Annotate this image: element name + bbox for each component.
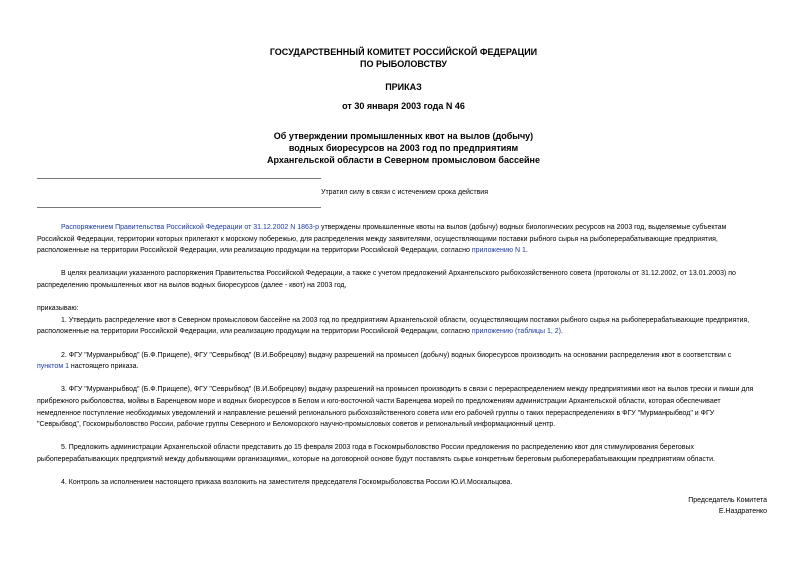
document-body xyxy=(37,222,807,489)
title-line-2: водных биоресурсов на 2003 год по предприятиям xyxy=(288,143,519,153)
item-1: 1. Утвердить распределение квот в Северном промысловом бассейне на 2003 год по предприятиям Архангельской области, осуществляющим поставки рыбного сырья на рыбоперерабатывающие предприятия, расположенные на территории Российской Федерации, или реализацию продукции на территории Российской Федерации, согласно приложению (таблицы 1, 2). xyxy=(37,316,750,336)
item-2: 2. ФГУ "Мурманрыбвод" (Б.Ф.Прищепе), ФГУ "Севрыбвод" (В.И.Бобрецову) выдачу разрешений на промысел (добычу) водных биоресурсов производить на основании распределения квот в соответствии с пунктом 1 настоящего приказа. xyxy=(37,351,732,371)
title-line-1: Об утверждении промышленных квот на вылов (добычу) xyxy=(273,131,534,141)
signatory-position: Председатель Комитета xyxy=(688,497,767,504)
order-word: приказываю: xyxy=(37,305,79,313)
authority-line-2: ПО РЫБОЛОВСТВУ xyxy=(359,59,448,69)
document-title xyxy=(0,130,807,166)
document-date-number: от 30 января 2003 года N 46 xyxy=(342,101,465,111)
signatory-name: Е.Наздратенко xyxy=(718,508,767,515)
item-1-link[interactable]: пунктом 1 xyxy=(37,363,69,371)
tables-link[interactable]: (таблицы 1, 2) xyxy=(514,328,562,336)
document-type: ПРИКАЗ xyxy=(385,82,422,92)
decree-link[interactable]: Распоряжением Правительства Российской Федерации от 31.12.2002 N 1863-р xyxy=(61,224,319,231)
authority-line-1: ГОСУДАРСТВЕННЫЙ КОМИТЕТ РОССИЙСКОЙ ФЕДЕРАЦИИ xyxy=(269,47,538,57)
divider-bottom xyxy=(37,207,321,208)
item-3: 3. ФГУ "Мурманрыбвод" (Б.Ф.Прищепе), ФГУ "Севрыбвод" (В.И.Бобрецову) выдачу разрешений на промысел производить в связи с перераспределением между предприятиями квот на вылов трески и пикши для прибрежного рыболовства, мойвы в Баренцевом море и водных биоресурсов в Белом и юго-восточной части Баренцева морей по предложениям администрации Архангельской области, которая обеспечивает немедленное поступление необходимых уведомлений и направление решений регионального рыбохозяйственного совета или его рабочей группы о таких перераспределениях в ФГУ "Мурманрыбвод" и ФГУ "Севрыбвод", Госкомрыболовство России, рабочие группы Северного и Беломорского научно-промысловых советов и региональный информационный центр. xyxy=(37,386,754,429)
divider-top xyxy=(37,178,321,179)
title-line-3: Архангельской области в Северном промысловом бассейне xyxy=(267,155,540,165)
paragraph-preamble: Распоряжением Правительства Российской Федерации от 31.12.2002 N 1863-р утверждены промышленные квоты на вылов (добычу) водных биологических ресурсов на 2003 год, выделяемые субъектам Российской Федерации, территории которых прилегают к морскому побережью, для распределения между заявителями, осуществляющими поставки рыбного сырья на рыбоперерабатывающие предприятия, расположенные на территории Российской Федерации, или реализацию продукции на территории Российской Федерации, согласно приложению N 1. xyxy=(37,224,727,255)
item-4: 4. Контроль за исполнением настоящего приказа возложить на заместителя председателя Госкомрыболовства России Ю.И.Москальцова. xyxy=(61,479,513,487)
appendix-link[interactable]: приложению xyxy=(471,328,514,336)
paragraph-basis: В целях реализации указанного распоряжения Правительства Российской Федерации, а также с учетом предложений Архангельского рыбохозяйственного совета (протоколы от 31.12.2002, от 13.01.2003) по распределению промышленных квот на вылов водных биоресурсов (далее - квот) на 2003 год, xyxy=(37,270,736,289)
appendix-1-link[interactable]: приложению N 1 xyxy=(471,247,526,255)
issuing-authority xyxy=(0,46,807,70)
signature-block xyxy=(600,495,767,517)
status-note: Утратил силу в связи с истечением срока действия xyxy=(321,189,488,196)
item-5: 5. Предложить администрации Архангельской области представить до 15 февраля 2003 года в Госкомрыболовство России предложения по распределению квот для стимулирования береговых рыбоперерабатывающих предприятий между добывающими организациями,, которые на договорной основе будут поставлять сырье конкретным береговым рыбоперерабатывающим предприятиям области. xyxy=(37,444,715,463)
